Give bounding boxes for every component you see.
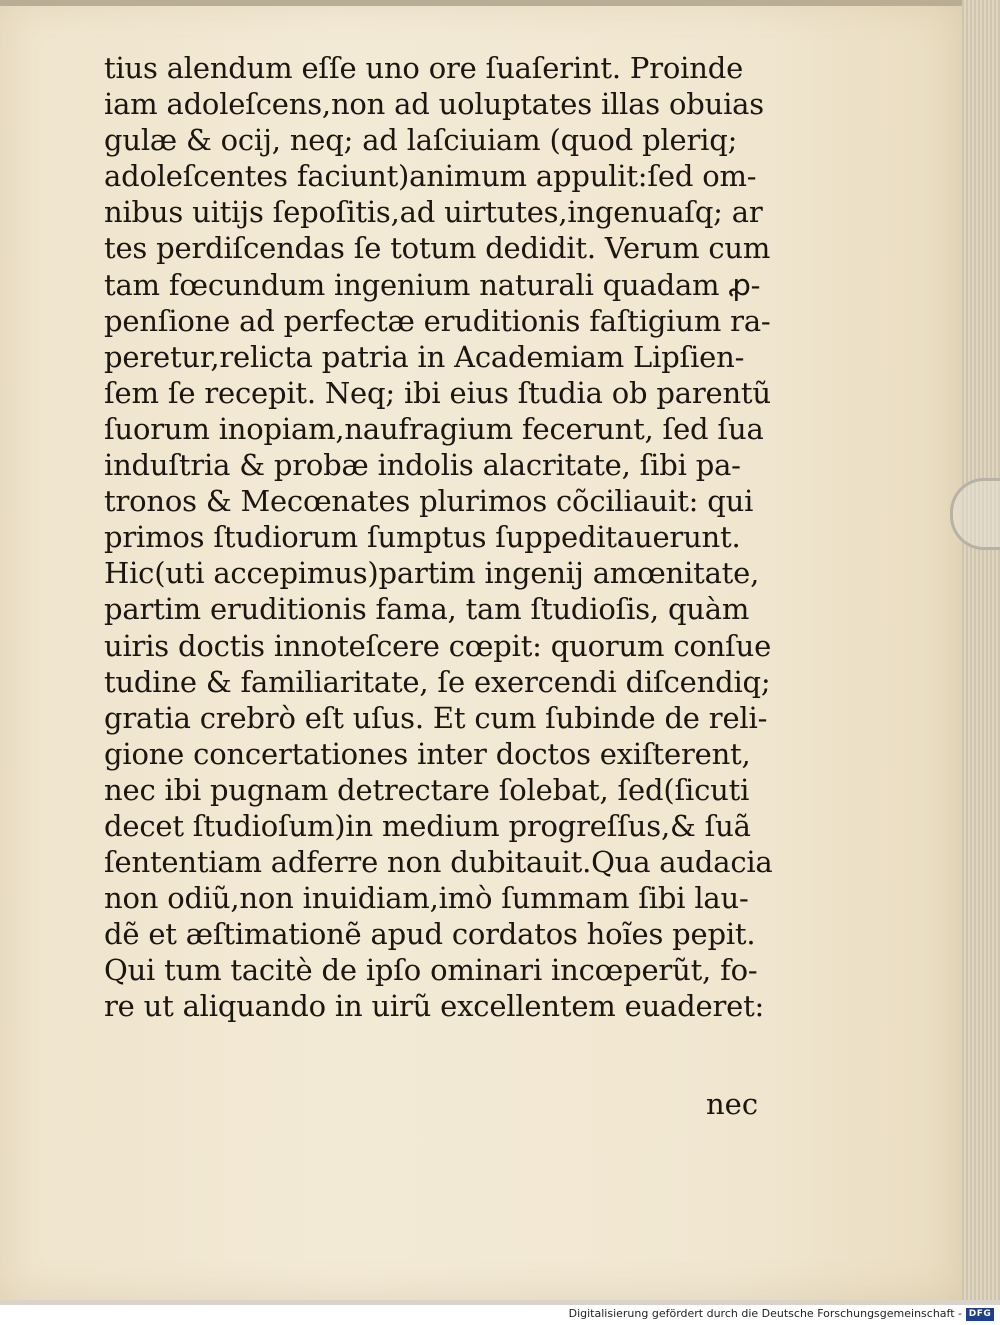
text-line: nibus uitijs ſepoſitis,ad uirtutes,ingenuaſq; ar <box>104 195 763 230</box>
text-line: primos ſtudiorum ſumptus ſuppeditauerunt. <box>104 520 741 555</box>
text-line: adoleſcentes faciunt)animum appulit:ſed om- <box>104 159 757 194</box>
text-line: nec ibi pugnam detrectare ſolebat, ſed(ſicuti <box>104 772 750 807</box>
book-top-edge <box>0 0 1000 6</box>
text-line: ſententiam adferre non dubitauit.Qua audacia <box>104 845 773 880</box>
text-line: dẽ et æſtimationẽ apud cordatos hoĩes pepit. <box>104 917 756 952</box>
text-line: gulæ & ocij, neq; ad laſciuiam (quod pleriq; <box>104 123 738 158</box>
text-line: peretur,relicta patria in Academiam Lipſien- <box>104 339 745 374</box>
text-line: tius alendum eſſe uno ore ſuaſerint. Proinde <box>104 51 744 85</box>
text-line: non odiũ,non inuidiam,imò ſummam ſibi lau- <box>104 881 749 916</box>
text-line: ſuorum inopiam,naufragium fecerunt, ſed ſua <box>104 411 764 446</box>
text-line: gratia crebrò eſt uſus. Et cum ſubinde de reli- <box>104 700 768 735</box>
text-line: partim eruditionis fama, tam ſtudioſis, quàm <box>104 592 750 627</box>
text-line: uiris doctis innoteſcere cœpit: quorum conſue <box>104 628 772 663</box>
catchword: nec <box>706 1087 759 1121</box>
text-line: gione concertationes inter doctos exiſterent, <box>104 736 751 771</box>
text-line: induſtria & probæ indolis alacritate, ſibi pa- <box>104 448 741 483</box>
text-line: decet ſtudioſum)in medium progreſſus,& ſuã <box>104 808 751 843</box>
page-stack-edge <box>962 0 1000 1300</box>
text-block <box>104 50 773 1025</box>
footer-bar <box>0 1305 1000 1325</box>
dfg-logo: DFG <box>966 1308 994 1321</box>
text-line: Qui tum tacitè de ipſo ominari incœperũt, fo- <box>104 953 758 988</box>
text-line: tam fœcundum ingenium naturali quadam ꝓ- <box>104 267 761 302</box>
text-line: tronos & Mecœnates plurimos cõciliauit: qui <box>104 484 754 519</box>
funding-credit: Digitalisierung gefördert durch die Deutsche Forschungsgemeinschaft - <box>568 1307 962 1320</box>
text-line: ſem ſe recepit. Neq; ibi eius ſtudia ob parentũ <box>104 375 771 410</box>
text-line: re ut aliquando in uirũ excellentem euaderet: <box>104 989 765 1024</box>
text-line: Hic(uti accepimus)partim ingenij amœnitate, <box>104 556 760 591</box>
text-line: tes perdiſcendas ſe totum dedidit. Verum cum <box>104 231 771 266</box>
text-line: tudine & familiaritate, ſe exercendi diſcendiq; <box>104 664 771 699</box>
text-line: iam adoleſcens,non ad uoluptates illas obuias <box>104 87 764 122</box>
text-line: penſione ad perfectæ eruditionis faſtigium ra- <box>104 303 771 338</box>
